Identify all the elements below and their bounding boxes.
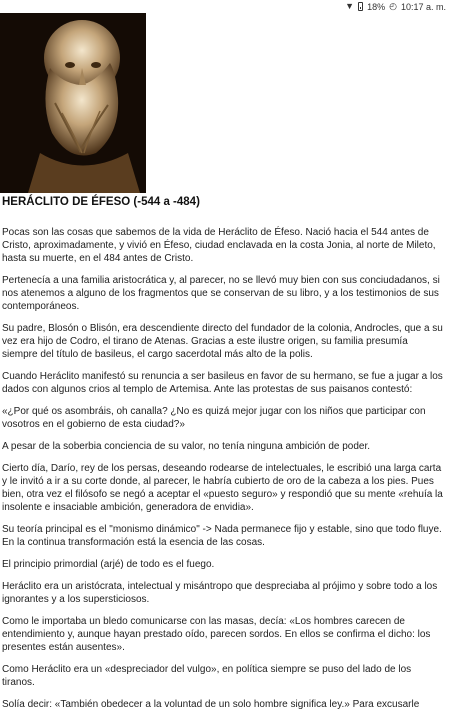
article-paragraph: Cierto día, Darío, rey de los persas, deseando rodearse de intelectuales, le escribió una larga carta y le invitó a ir a su corte donde, al parecer, le habría cubierto de oro de la cabeza a los pies. Pues bien, otra vez el filósofo se negó a aceptar el «puesto seguro» y respondió que su mente «rehuía la insolente e insaciable ambición, generadora de envidia». <box>2 463 443 513</box>
article-title: HERÁCLITO DE ÉFESO (-544 a -484) <box>2 196 200 208</box>
article-paragraph: Su padre, Blosón o Blisón, era descendiente directo del fundador de la colonia, Androcles, que a su vez era hijo de Codro, el tirano de Atenas. Gracias a este ilustre origen, su familia presumía siempre del título de basileus, el cargo sacerdotal más alto de la polis. <box>2 323 443 360</box>
article-paragraph: El principio primordial (arjé) de todo es el fuego. <box>2 559 215 570</box>
article-paragraph: Heráclito era un aristócrata, intelectual y misántropo que despreciaba al prójimo y sobre todo a los ignorantes y a los supersticiosos. <box>2 581 438 605</box>
article-paragraph: Como le importaba un bledo comunicarse con las masas, decía: «Los hombres carecen de entendimiento y, aunque hayan prestado oído, parecen sordos. En ellos se confirma el dicho: los presentes están ausentes». <box>2 616 431 653</box>
article-paragraph: Su teoría principal es el "monismo dinámico" -> Nada permanece fijo y estable, sino que todo fluye. En la continua transformación está la esencia de las cosas. <box>2 524 442 548</box>
status-bar <box>0 0 450 13</box>
wifi-icon: ▼ <box>345 1 355 11</box>
article-paragraph: A pesar de la soberbia conciencia de su valor, no tenía ninguna ambición de poder. <box>2 441 371 452</box>
article-paragraph: Solía decir: «También obedecer a la voluntad de un solo hombre significa ley.» Para excusarle <box>2 699 420 710</box>
heraclitus-bust-image <box>0 13 146 193</box>
battery-percent: 18% <box>367 1 386 12</box>
status-time: 10:17 a. m. <box>400 1 446 12</box>
article-paragraph: Pocas son las cosas que sabemos de la vida de Heráclito de Éfeso. Nació hacia el 544 antes de Cristo, aproximadamente, y vivió en Éfeso, ciudad enclavada en la costa Jonia, al norte de Mileto, hasta su muerte, en el 484 antes de Cristo. <box>2 227 436 264</box>
bust-statue-image <box>0 13 146 193</box>
article-paragraph: Como Heráclito era un «despreciador del vulgo», en política siempre se puso del lado de los tiranos. <box>2 664 412 688</box>
battery-icon <box>358 2 363 11</box>
article <box>0 193 450 720</box>
clock-icon: ◴ <box>389 1 397 11</box>
article-paragraph: Cuando Heráclito manifestó su renuncia a ser basileus en favor de su hermano, se fue a jugar a los dados con algunos crios al templo de Artemisa. Ante las protestas de sus paisanos contestó: <box>2 371 443 395</box>
article-paragraph: Pertenecía a una familia aristocrática y, al parecer, no se llevó muy bien con sus conciudadanos, si nos atenemos a alguno de los fragmentos que se conservan de su libro, y a los testimonios de sus contemporáneos. <box>2 275 440 312</box>
article-paragraph: «¿Por qué os asombráis, oh canalla? ¿No es quizá mejor jugar con los niños que participar con vosotros en el gobierno de esta ciudad?» <box>2 406 426 430</box>
